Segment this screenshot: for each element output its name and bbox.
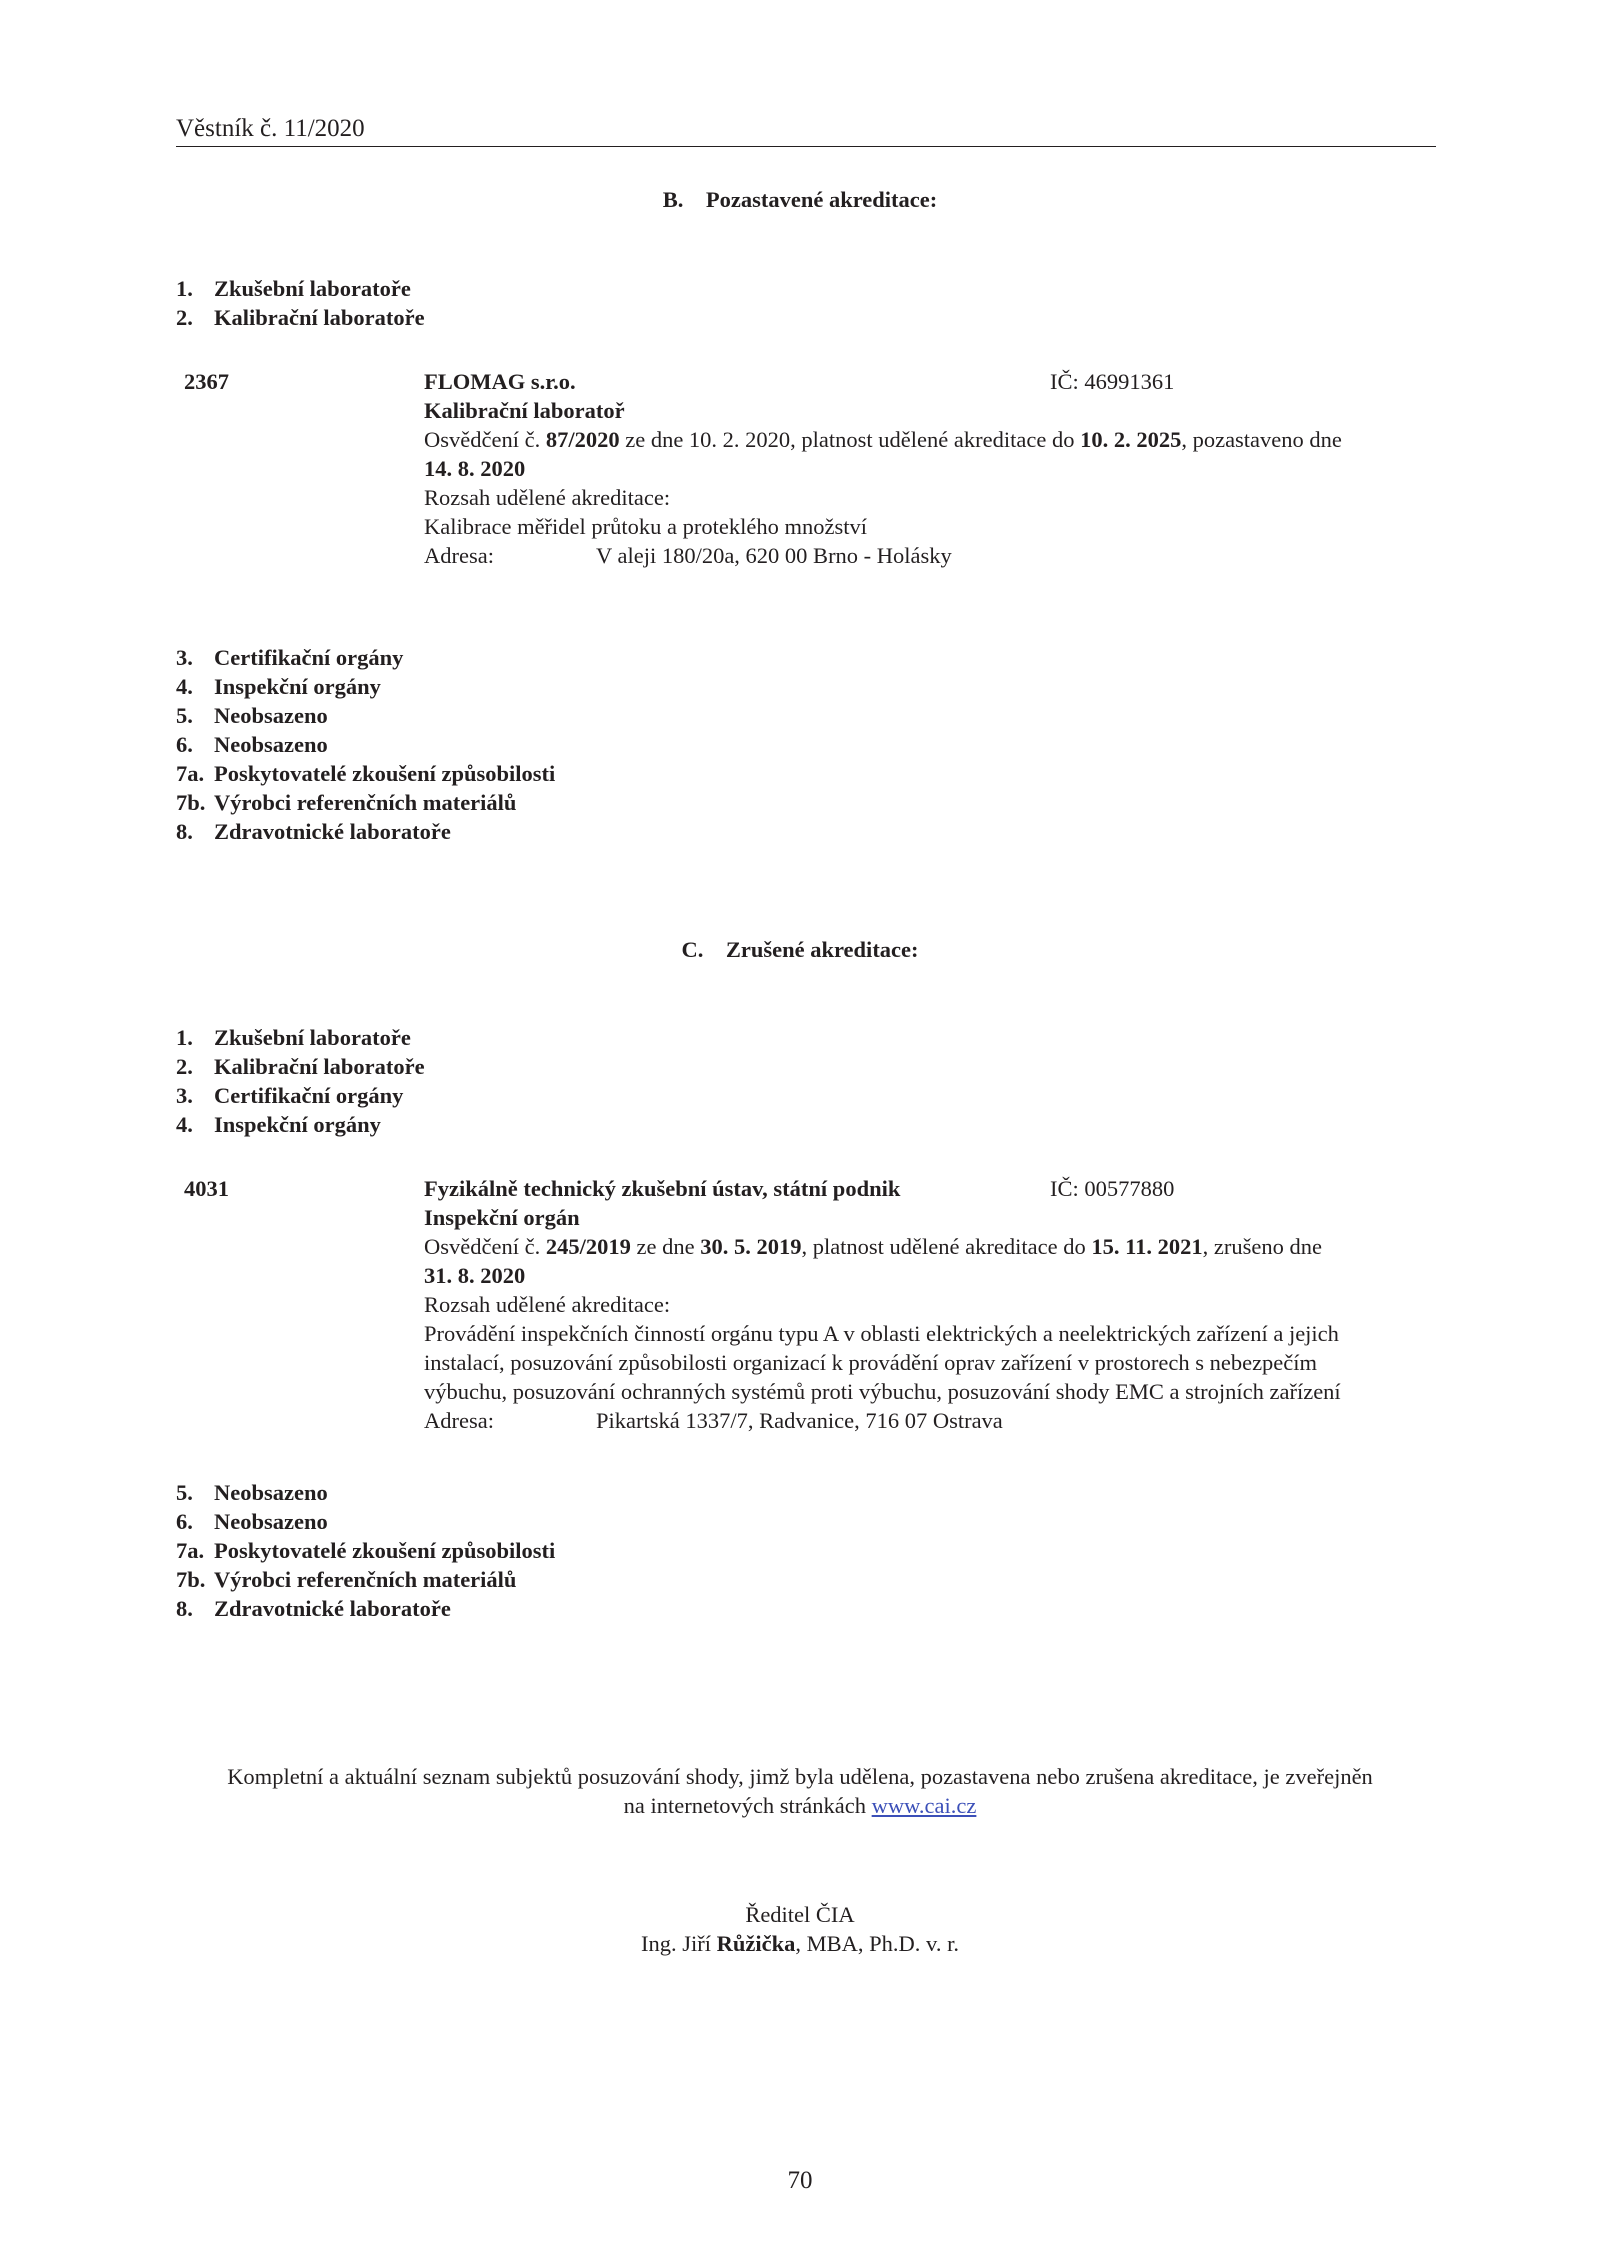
footer-note-line: Kompletní a aktuální seznam subjektů posuzování shody, jimž byla udělena, pozastavena nebo zrušena akreditace, je zveřejněn <box>227 1764 1373 1789</box>
list-item: 6. Neobsazeno <box>176 732 328 757</box>
entry-scope-text: Kalibrace měřidel průtoku a proteklého množství <box>424 514 867 539</box>
entry-suspended-date: 14. 8. 2020 <box>424 456 526 481</box>
section-c-heading <box>0 935 1600 964</box>
list-item: 7a. Poskytovatelé zkoušení způsobilosti <box>176 1538 556 1563</box>
list-item: 7a. Poskytovatelé zkoušení způsobilosti <box>176 761 556 786</box>
section-b-title: Pozastavené akreditace: <box>705 187 938 212</box>
section-b-list-before <box>176 274 425 332</box>
signature-block <box>0 1900 1600 1958</box>
footer-note <box>0 1762 1600 1820</box>
list-item: 3. Certifikační orgány <box>176 1083 404 1108</box>
entry-type: Kalibrační laboratoř <box>424 398 625 423</box>
section-c-list-before <box>176 1023 425 1139</box>
entry-scope-label: Rozsah udělené akreditace: <box>424 485 671 510</box>
entry-address: Adresa: V aleji 180/20a, 620 00 Brno - Holásky <box>424 543 952 568</box>
list-item: 5. Neobsazeno <box>176 703 328 728</box>
entry-scope-line: instalací, posuzování způsobilosti organizací k provádění oprav zařízení v prostorech s nebezpečím <box>424 1350 1318 1375</box>
list-item: 1. Zkušební laboratoře <box>176 1025 411 1050</box>
entry-name: Fyzikálně technický zkušební ústav, státní podnik <box>424 1176 901 1201</box>
entry-id: 2367 <box>184 369 229 394</box>
entry-ic: IČ: 00577880 <box>1050 1176 1175 1201</box>
list-item: 4. Inspekční orgány <box>176 674 381 699</box>
entry-ic: IČ: 46991361 <box>1050 369 1175 394</box>
list-item: 2. Kalibrační laboratoře <box>176 1054 425 1079</box>
entry-scope-line: výbuchu, posuzování ochranných systémů proti výbuchu, posuzování shody EMC a strojních zařízení <box>424 1379 1341 1404</box>
page-number: 70 <box>787 2167 813 2194</box>
list-item: 1. Zkušební laboratoře <box>176 276 411 301</box>
entry-type: Inspekční orgán <box>424 1205 580 1230</box>
section-c-letter: C. <box>681 937 704 962</box>
list-item: 5. Neobsazeno <box>176 1480 328 1505</box>
entry-scope-line: Provádění inspekčních činností orgánu typu A v oblasti elektrických a neelektrických zařízení a jejich <box>424 1321 1339 1346</box>
signature-name: Ing. Jiří Růžička, MBA, Ph.D. v. r. <box>641 1931 959 1956</box>
cai-link[interactable]: www.cai.cz <box>871 1793 977 1818</box>
section-b-letter: B. <box>662 187 684 212</box>
entry-address: Adresa: Pikartská 1337/7, Radvanice, 716 07 Ostrava <box>424 1408 1003 1433</box>
list-item: 3. Certifikační orgány <box>176 645 404 670</box>
entry-cancelled-date: 31. 8. 2020 <box>424 1263 526 1288</box>
entry-certificate: Osvědčení č. 87/2020 ze dne 10. 2. 2020, platnost udělené akreditace do 10. 2. 2025, pozastaveno dne <box>424 427 1342 452</box>
entry-certificate: Osvědčení č. 245/2019 ze dne 30. 5. 2019, platnost udělené akreditace do 15. 11. 2021, zrušeno dne <box>424 1234 1322 1259</box>
entry-id: 4031 <box>184 1176 229 1201</box>
section-c-list-after <box>176 1478 555 1623</box>
section-b-list-after <box>176 643 555 846</box>
list-item: 2. Kalibrační laboratoře <box>176 305 425 330</box>
header-divider <box>176 146 1436 147</box>
list-item: 8. Zdravotnické laboratoře <box>176 819 451 844</box>
list-item: 7b. Výrobci referenčních materiálů <box>176 1567 517 1592</box>
list-item: 8. Zdravotnické laboratoře <box>176 1596 451 1621</box>
bulletin-title: Věstník č. 11/2020 <box>176 115 365 142</box>
list-item: 7b. Výrobci referenčních materiálů <box>176 790 517 815</box>
entry-name: FLOMAG s.r.o. <box>424 369 576 394</box>
entry-scope-label: Rozsah udělené akreditace: <box>424 1292 671 1317</box>
signature-title: Ředitel ČIA <box>745 1902 855 1927</box>
footer-note-line: na internetových stránkách www.cai.cz <box>623 1793 977 1818</box>
section-c-title: Zrušené akreditace: <box>725 937 919 962</box>
section-b-heading <box>0 185 1600 214</box>
list-item: 6. Neobsazeno <box>176 1509 328 1534</box>
list-item: 4. Inspekční orgány <box>176 1112 381 1137</box>
